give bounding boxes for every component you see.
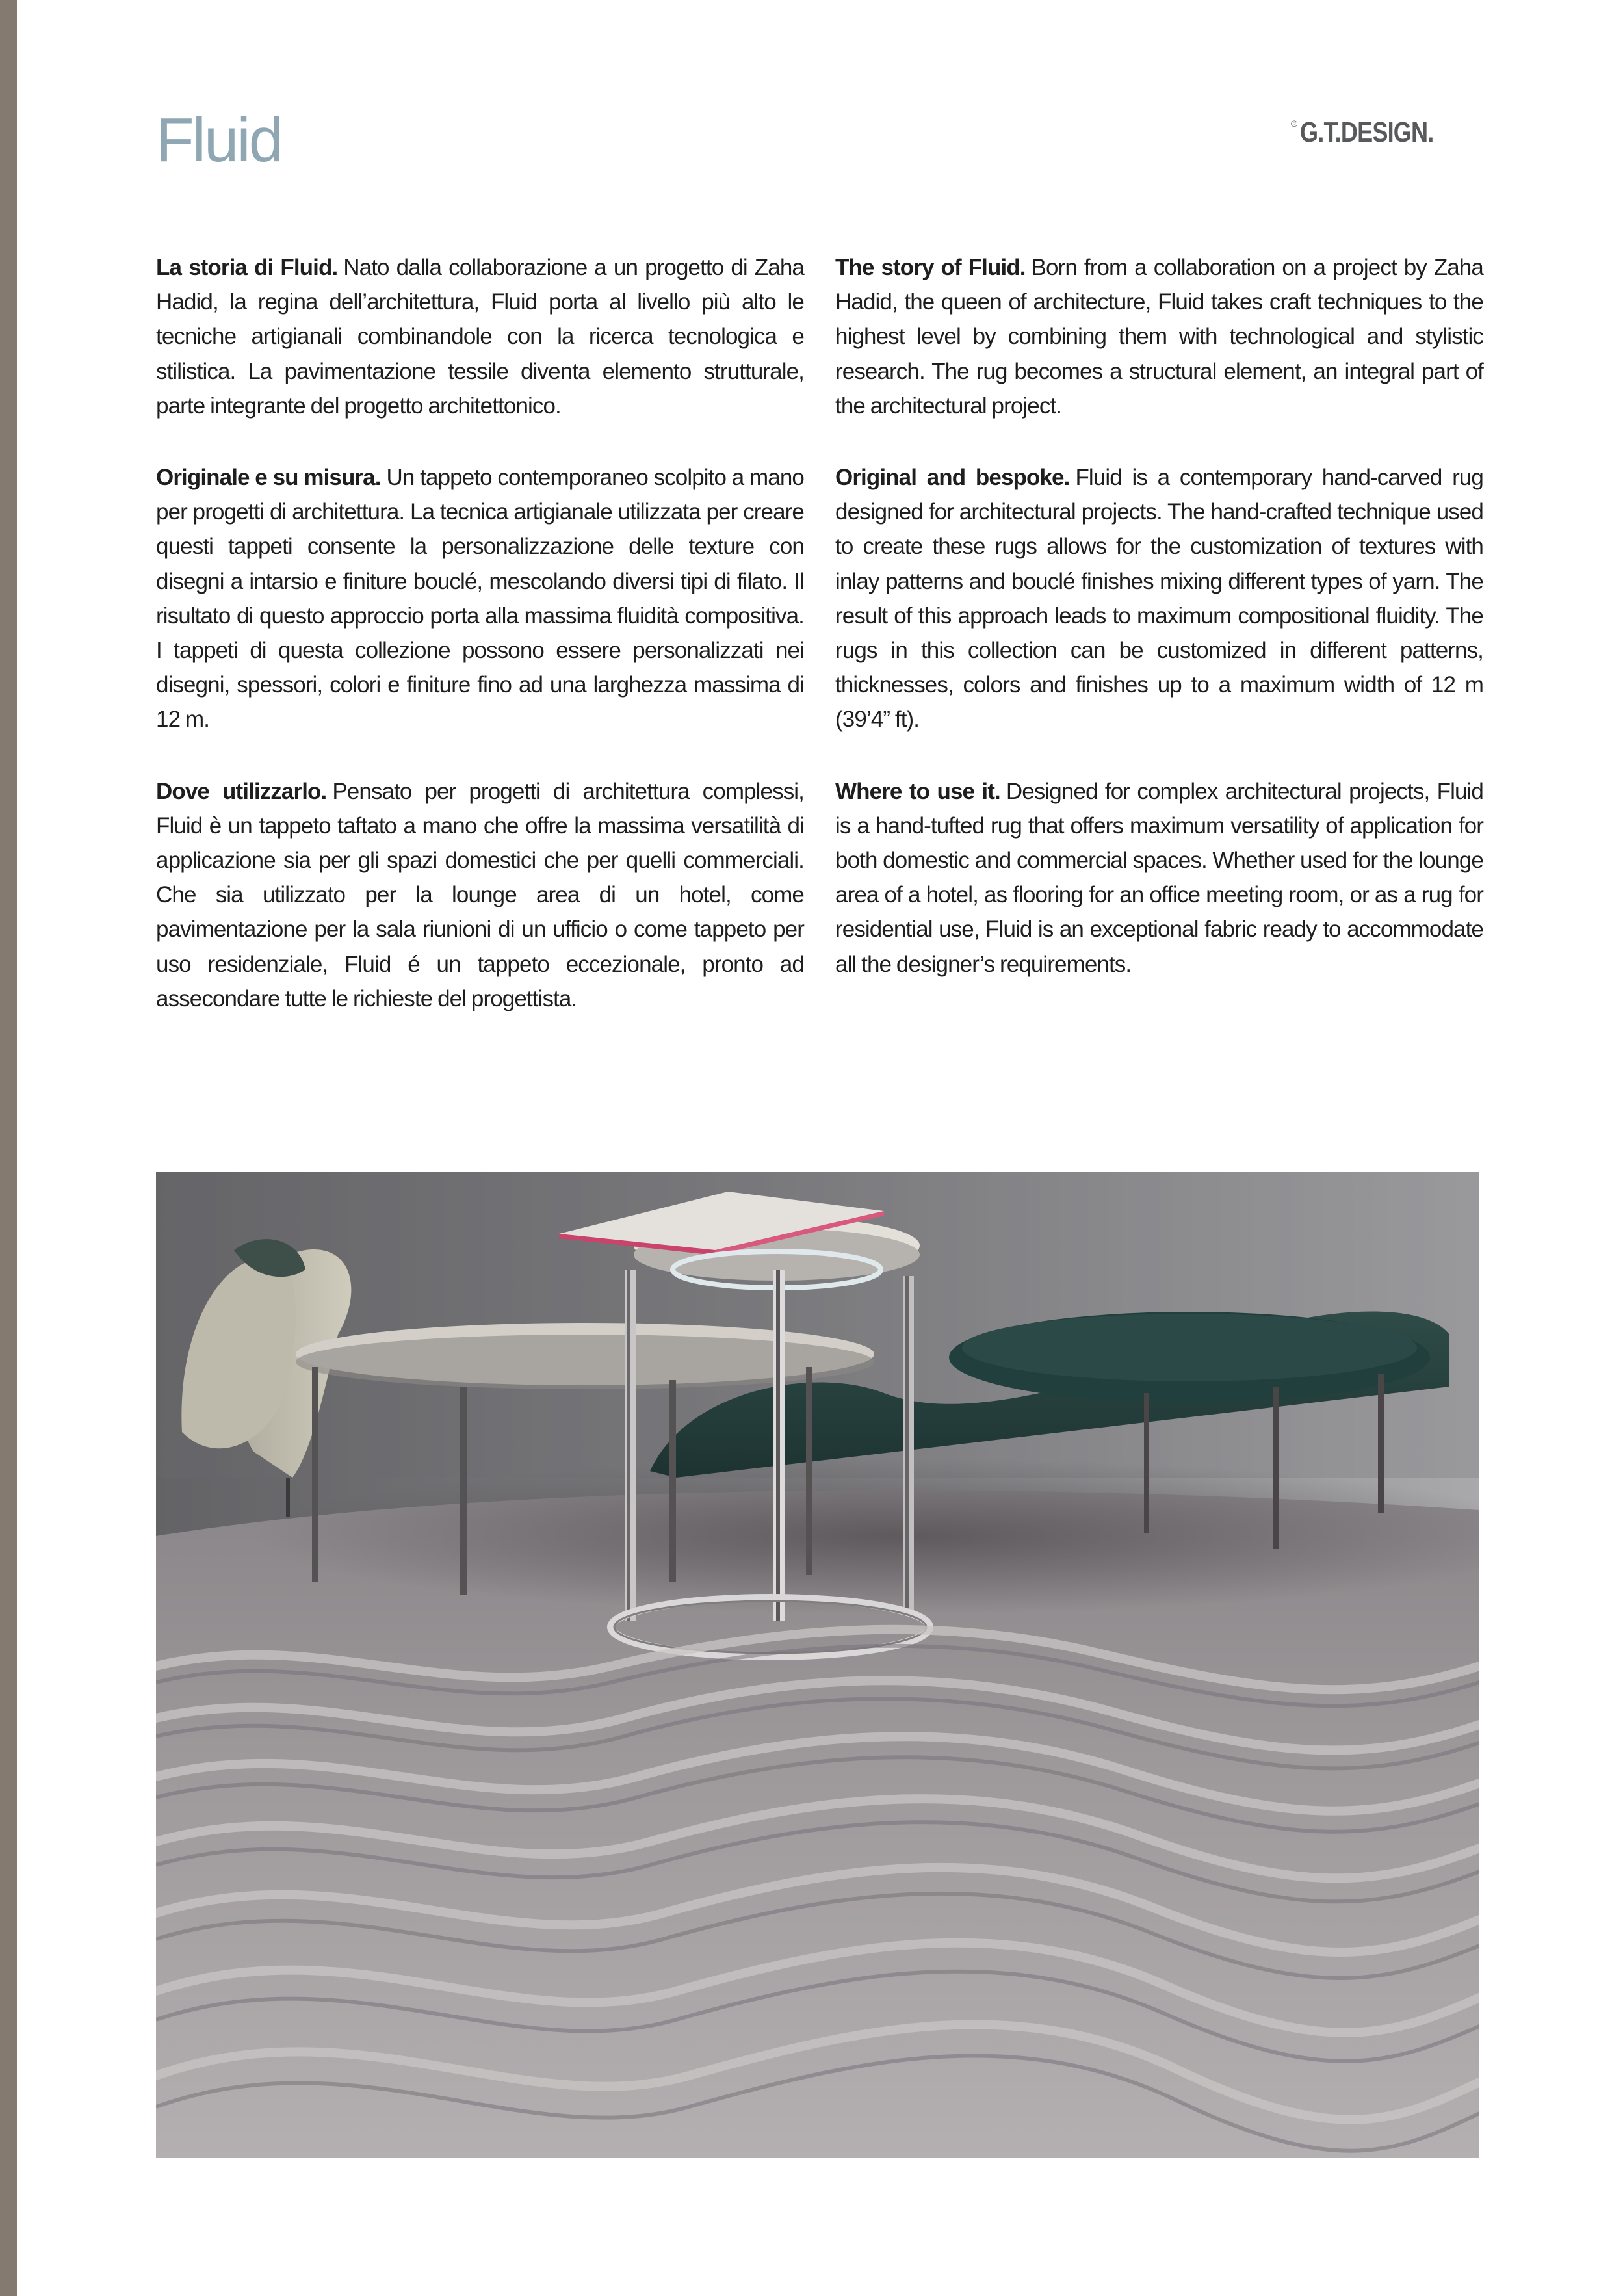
paragraph-heading: Original and bespoke.	[835, 465, 1070, 491]
registered-mark: ®	[1291, 118, 1298, 129]
paragraph-where	[835, 774, 1483, 982]
paragraph-body: Designed for complex architectural projects, Fluid is a hand-tufted rug that offers maximum versatility of application for both domestic and commercial spaces. Whether used for the lounge area of a hotel, as flooring for an office meeting room, or as a rug for residential use, Fluid is an exceptional fabric ready to accommodate all the designer’s requirements.	[835, 778, 1483, 977]
page-title: Fluid	[156, 105, 282, 175]
paragraph-originale	[156, 460, 804, 737]
side-color-band	[0, 0, 17, 2296]
paragraph-original	[835, 460, 1483, 737]
brand-logo	[1291, 115, 1486, 150]
english-column	[835, 250, 1483, 1019]
paragraph-body: Pensato per progetti di architettura complessi, Fluid è un tappeto taftato a mano che offre la massima versatilità di applicazione sia per gli spazi domestici che per quelli commerciali. Che sia utilizzato per la lounge area di un hotel, come pavimentazione per la sala riunioni di un ufficio o come tappeto per uso residenziale, Fluid é un tappeto eccezionale, pronto ad assecondare tutte le richieste del progettista.	[156, 778, 804, 1011]
paragraph-heading: Originale e su misura.	[156, 465, 381, 491]
paragraph-heading: Where to use it.	[835, 778, 1000, 804]
paragraph-story	[835, 250, 1483, 423]
italian-column	[156, 250, 804, 1053]
brand-logo-text: G.T.DESIGN.	[1300, 116, 1434, 148]
product-photo	[156, 1172, 1479, 2158]
paragraph-body: Fluid is a contemporary hand-carved rug designed for architectural projects. The hand-crafted technique used to create these rugs allows for the customization of textures with inlay patterns and bouclé finishes mixing different types of yarn. The result of this approach leads to maximum compositional fluidity. The rugs in this collection can be customized in different patterns, thicknesses, colors and finishes up to a maximum width of 12 m (39’4” ft).	[835, 465, 1483, 733]
paragraph-heading: La storia di Fluid.	[156, 255, 338, 280]
paragraph-body: Born from a collaboration on a project by Zaha Hadid, the queen of architecture, Fluid takes craft techniques to the highest level by combining them with technological and stylistic research. The rug becomes a structural element, an integral part of the architectural project.	[835, 255, 1483, 419]
paragraph-body: Nato dalla collaborazione a un progetto di Zaha Hadid, la regina dell’architettura, Fluid porta al livello più alto le tecniche artigianali combinandole con la ricerca tecnologica e stilistica. La pavimentazione tessile diventa elemento strutturale, parte integrante del progetto architettonico.	[156, 255, 804, 419]
paragraph-body: Un tappeto contemporaneo scolpito a mano per progetti di architettura. La tecnica artigianale utilizzata per creare questi tappeti consente la personalizzazione delle texture con disegni a intarsio e finiture bouclé, mescolando diversi tipi di filato. Il risultato di questo approccio porta alla massima fluidità compositiva. I tappeti di questa collezione possono essere personalizzati nei disegni, spessori, colori e finiture fino ad una larghezza massima di 12 m.	[156, 465, 804, 733]
paragraph-storia	[156, 250, 804, 423]
paragraph-heading: Dove utilizzarlo.	[156, 778, 327, 804]
paragraph-dove	[156, 774, 804, 1016]
paragraph-heading: The story of Fluid.	[835, 255, 1026, 280]
